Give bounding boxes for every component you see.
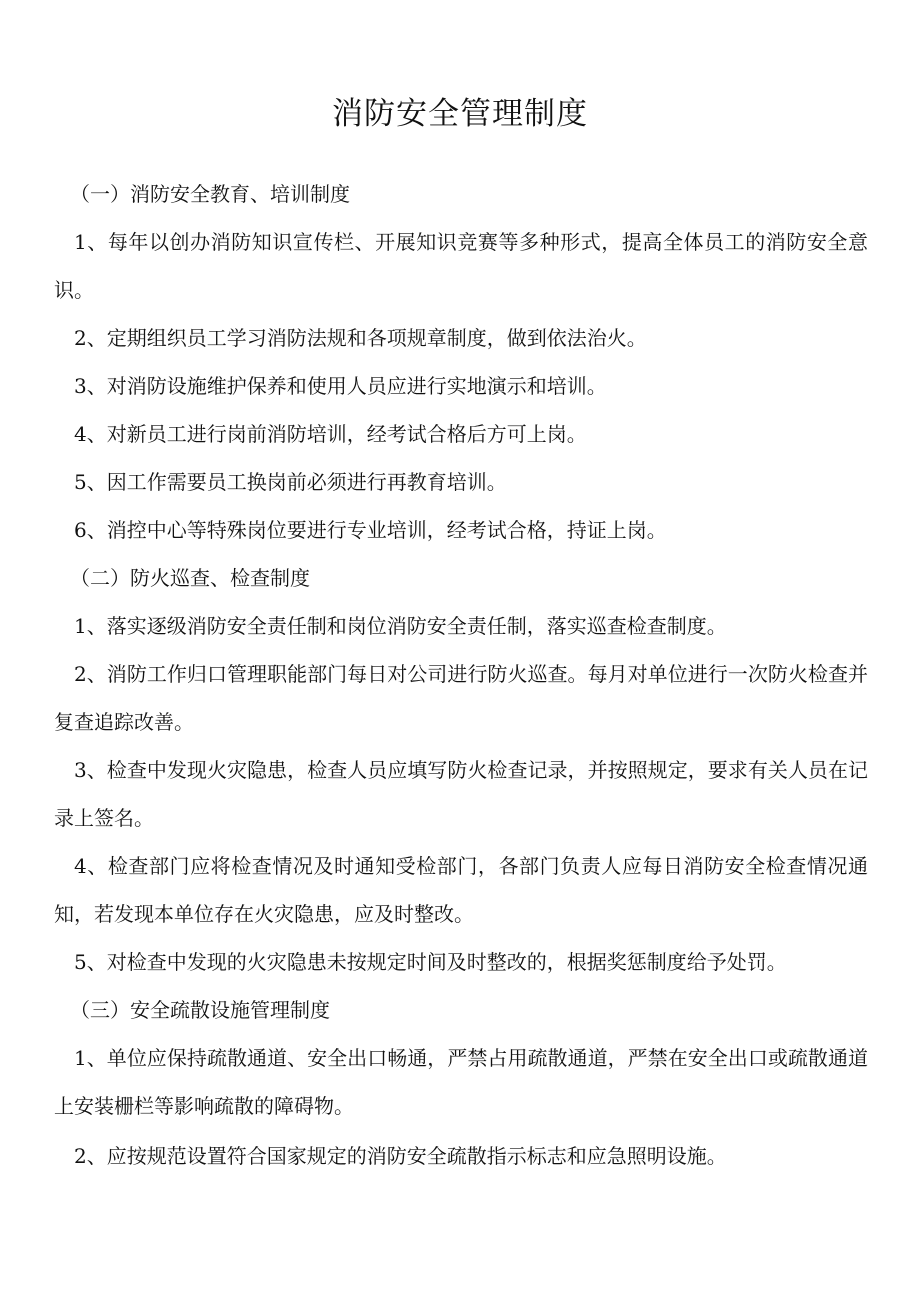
section-heading: （三）安全疏散设施管理制度 bbox=[70, 998, 330, 1022]
paragraph: 1、每年以创办消防知识宣传栏、开展知识竞赛等多种形式，提高全体员工的消防安全意识。 bbox=[54, 230, 868, 302]
paragraph: 1、单位应保持疏散通道、安全出口畅通，严禁占用疏散通道，严禁在安全出口或疏散通道上安装栅栏等影响疏散的障碍物。 bbox=[54, 1046, 868, 1118]
section-evacuation-facilities bbox=[54, 986, 868, 1180]
paragraph: 6、消控中心等特殊岗位要进行专业培训，经考试合格，持证上岗。 bbox=[74, 518, 667, 542]
paragraph: 5、因工作需要员工换岗前必须进行再教育培训。 bbox=[74, 470, 507, 494]
paragraph: 2、应按规范设置符合国家规定的消防安全疏散指示标志和应急照明设施。 bbox=[74, 1144, 727, 1168]
document-title: 消防安全管理制度 bbox=[332, 96, 588, 132]
document-body bbox=[54, 170, 868, 1180]
section-heading: （一）消防安全教育、培训制度 bbox=[70, 182, 350, 206]
paragraph: 1、落实逐级消防安全责任制和岗位消防安全责任制，落实巡查检查制度。 bbox=[74, 614, 727, 638]
paragraph: 2、消防工作归口管理职能部门每日对公司进行防火巡查。每月对单位进行一次防火检查并复查追踪改善。 bbox=[54, 662, 868, 734]
paragraph: 2、定期组织员工学习消防法规和各项规章制度，做到依法治火。 bbox=[74, 326, 647, 350]
section-education-training bbox=[54, 170, 868, 554]
paragraph: 3、检查中发现火灾隐患，检查人员应填写防火检查记录，并按照规定，要求有关人员在记录上签名。 bbox=[54, 758, 868, 830]
paragraph: 3、对消防设施维护保养和使用人员应进行实地演示和培训。 bbox=[74, 374, 607, 398]
section-heading: （二）防火巡查、检查制度 bbox=[70, 566, 310, 590]
section-fire-inspection bbox=[54, 554, 868, 986]
paragraph: 5、对检查中发现的火灾隐患未按规定时间及时整改的，根据奖惩制度给予处罚。 bbox=[74, 950, 787, 974]
paragraph: 4、对新员工进行岗前消防培训，经考试合格后方可上岗。 bbox=[74, 422, 587, 446]
paragraph: 4、检查部门应将检查情况及时通知受检部门，各部门负责人应每日消防安全检查情况通知，若发现本单位存在火灾隐患，应及时整改。 bbox=[54, 854, 868, 926]
